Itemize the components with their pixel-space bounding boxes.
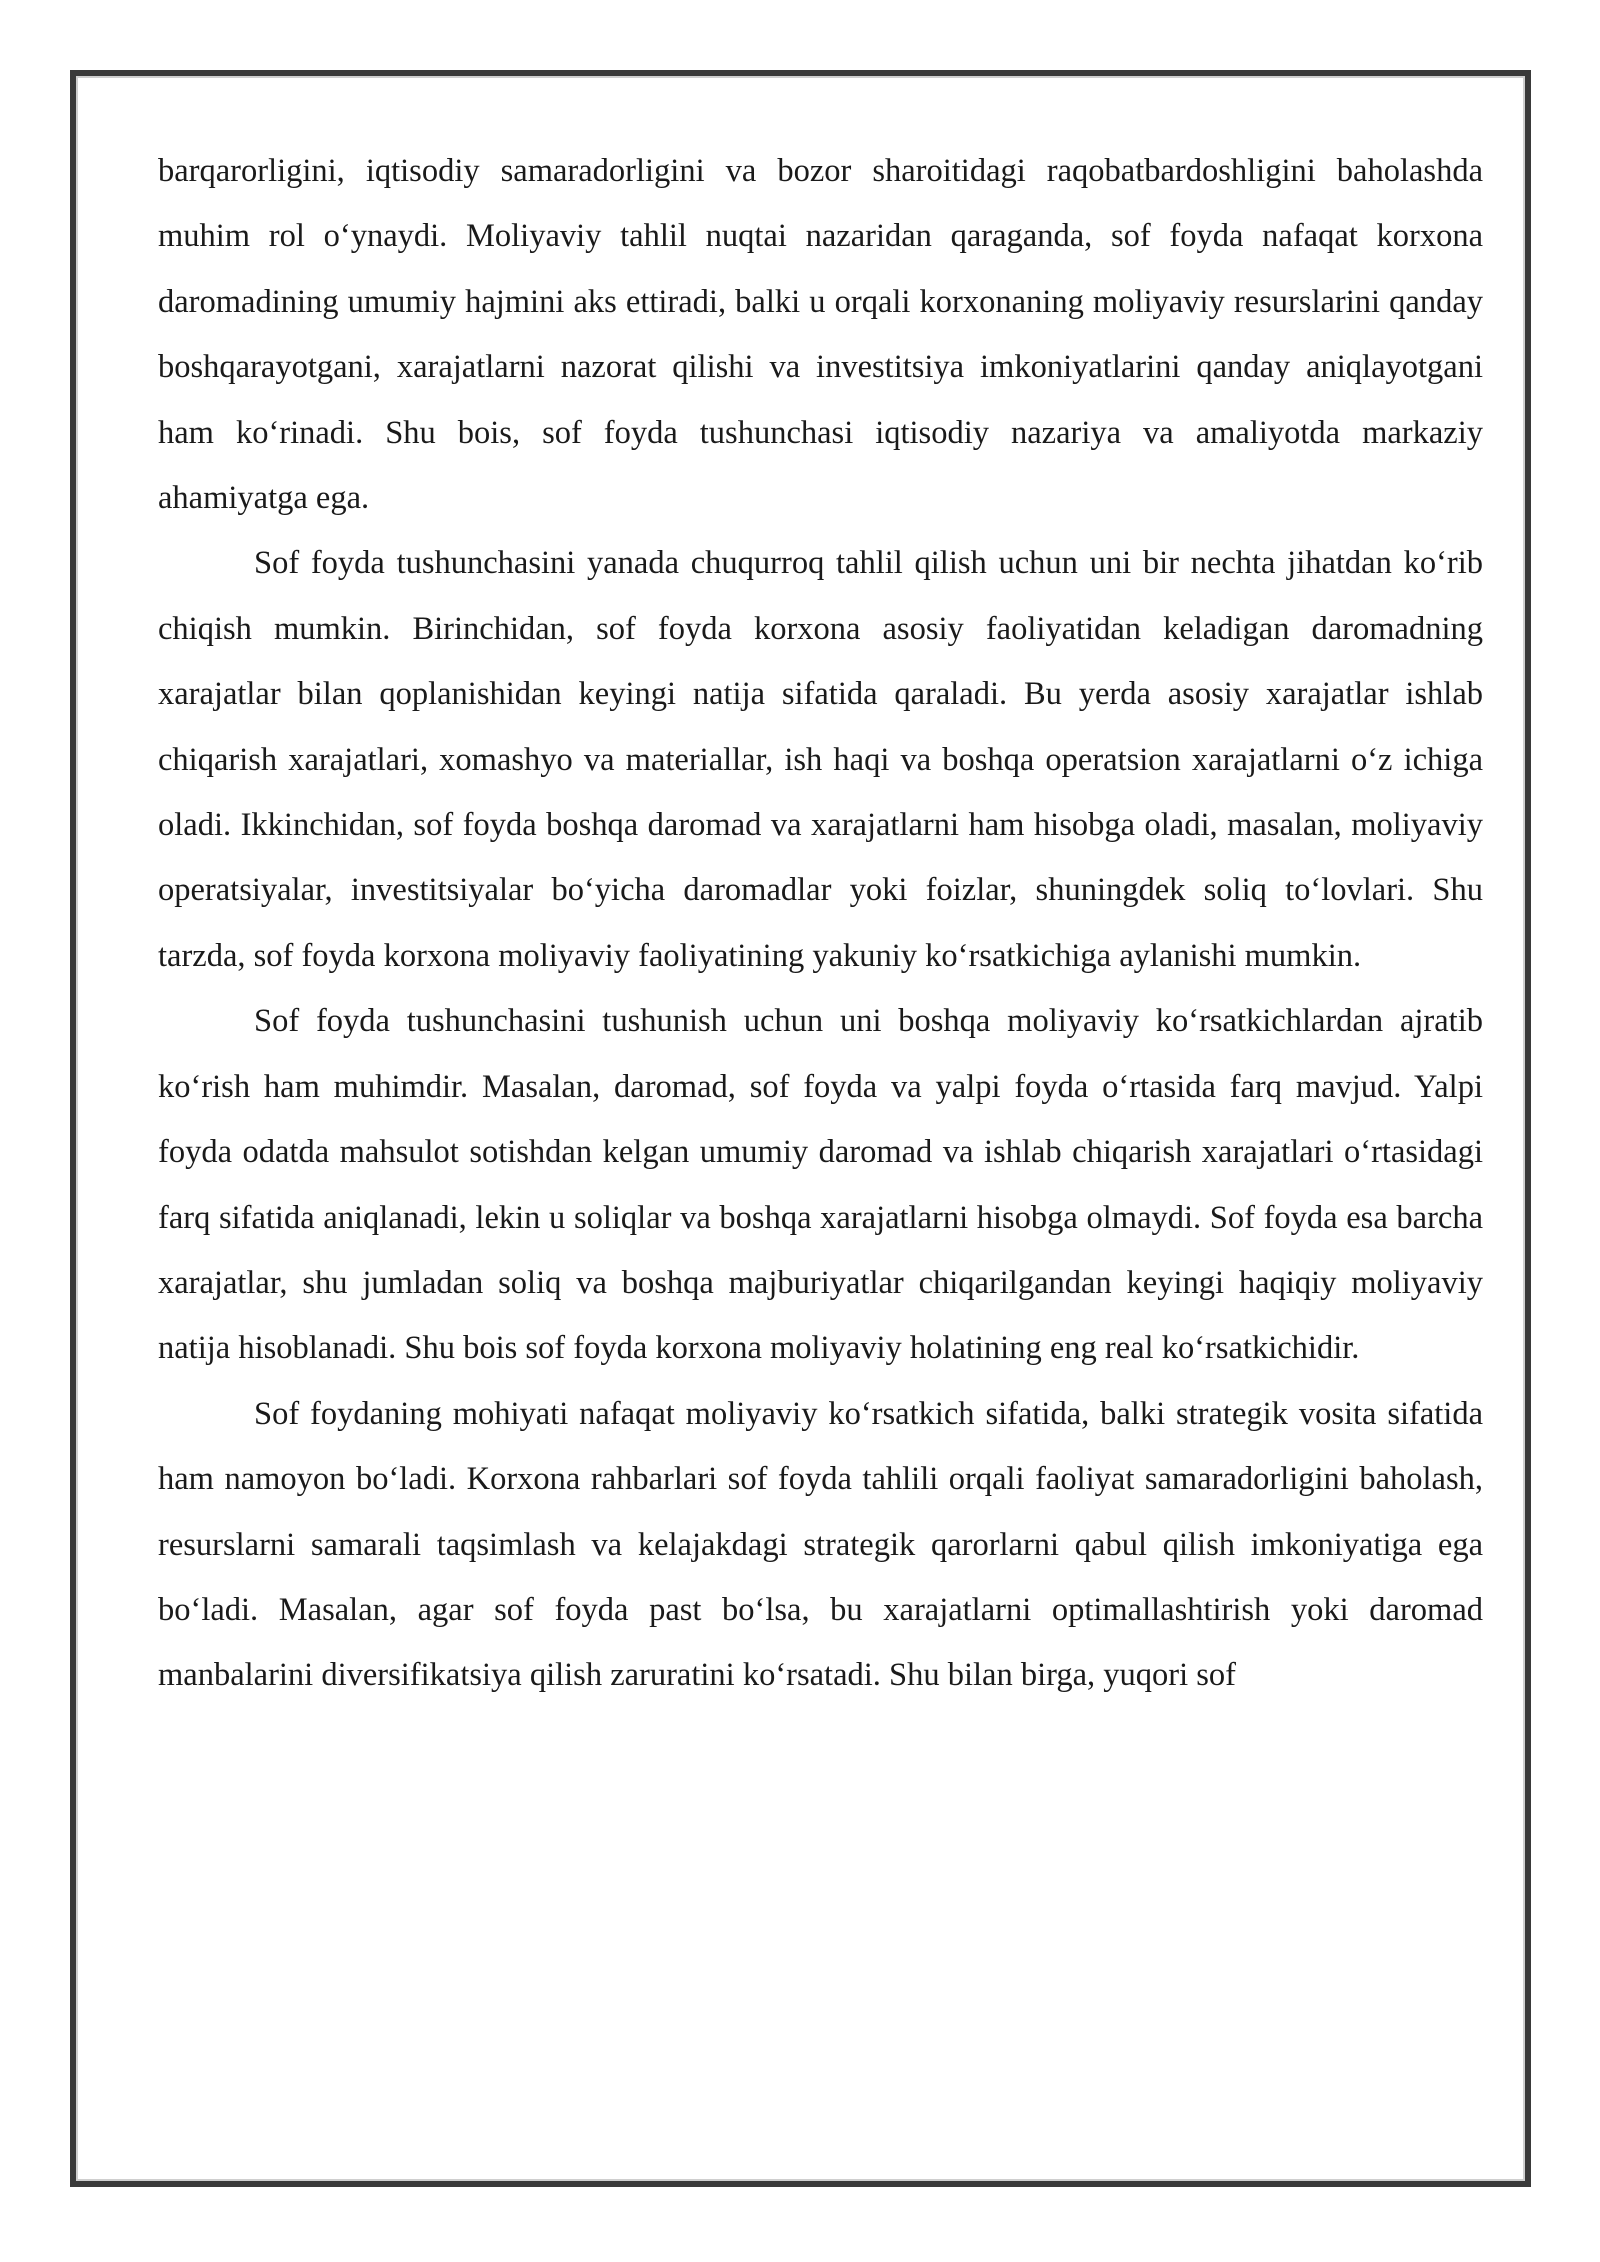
paragraph-4: Sof foydaning mohiyati nafaqat moliyaviy ko‘rsatkich sifatida, balki strategik vosita sifatida ham namoyon bo‘ladi. Korxona rahbarlari sof foyda tahlili orqali faoliyat samaradorligini baholash, resurslarni samarali taqsimlash va kelajakdagi strategik qarorlarni qabul qilish imkoniyatiga ega bo‘ladi. Masalan, agar sof foyda past bo‘lsa, bu xarajatlarni optimallashtirish yoki daromad manbalarini diversifikatsiya qilish zaruratini ko‘rsatadi. Shu bilan birga, yuqori sof	[158, 1395, 1483, 1694]
document-body	[158, 139, 1483, 1709]
paragraph-1: barqarorligini, iqtisodiy samaradorligini va bozor sharoitidagi raqobatbardoshligini baholashda muhim rol o‘ynaydi. Moliyaviy tahlil nuqtai nazaridan qaraganda, sof foyda nafaqat korxona daromadining umumiy hajmini aks ettiradi, balki u orqali korxonaning moliyaviy resurslarini qanday boshqarayotgani, xarajatlarni nazorat qilishi va investitsiya imkoniyatlarini qanday aniqlayotgani ham ko‘rinadi. Shu bois, sof foyda tushunchasi iqtisodiy nazariya va amaliyotda markaziy ahamiyatga ega.	[158, 153, 1483, 517]
paragraph-3: Sof foyda tushunchasini tushunish uchun uni boshqa moliyaviy ko‘rsatkichlardan ajratib ko‘rish ham muhimdir. Masalan, daromad, sof foyda va yalpi foyda o‘rtasida farq mavjud. Yalpi foyda odatda mahsulot sotishdan kelgan umumiy daromad va ishlab chiqarish xarajatlari o‘rtasidagi farq sifatida aniqlanadi, lekin u soliqlar va boshqa xarajatlarni hisobga olmaydi. Sof foyda esa barcha xarajatlar, shu jumladan soliq va boshqa majburiyatlar chiqarilgandan keyingi haqiqiy moliyaviy natija hisoblanadi. Shu bois sof foyda korxona moliyaviy holatining eng real ko‘rsatkichidir.	[158, 1003, 1483, 1367]
paragraph-2: Sof foyda tushunchasini yanada chuqurroq tahlil qilish uchun uni bir nechta jihatdan ko‘rib chiqish mumkin. Birinchidan, sof foyda korxona asosiy faoliyatidan keladigan daromadning xarajatlar bilan qoplanishidan keyingi natija sifatida qaraladi. Bu yerda asosiy xarajatlar ishlab chiqarish xarajatlari, xomashyo va materiallar, ish haqi va boshqa operatsion xarajatlarni o‘z ichiga oladi. Ikkinchidan, sof foyda boshqa daromad va xarajatlarni ham hisobga oladi, masalan, moliyaviy operatsiyalar, investitsiyalar bo‘yicha daromadlar yoki foizlar, shuningdek soliq to‘lovlari. Shu tarzda, sof foyda korxona moliyaviy faoliyatining yakuniy ko‘rsatkichiga aylanishi mumkin.	[158, 545, 1483, 974]
